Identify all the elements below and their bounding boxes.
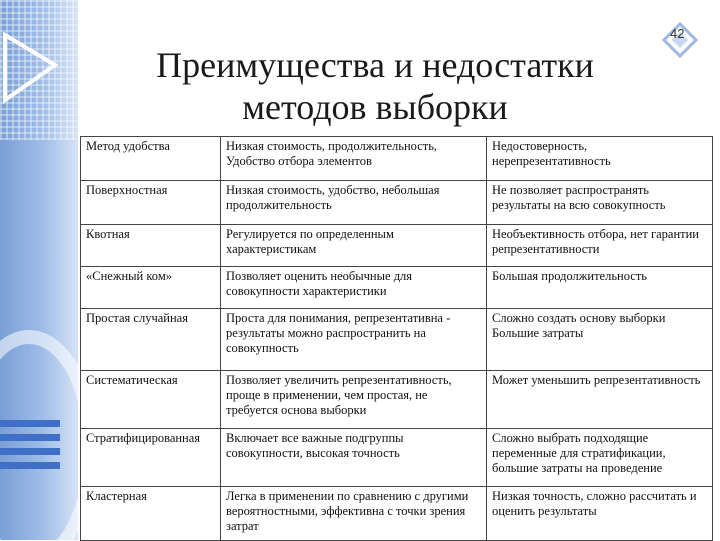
disadvantages-cell: Низкая точность, сложно рассчитать и оценить результаты [487, 487, 713, 541]
methods-table [80, 136, 713, 541]
disadvantages-cell: Может уменьшить репрезентативность [487, 371, 713, 429]
advantages-cell: Низкая стоимость, продолжительность, Удобство отбора элементов [221, 137, 487, 181]
triangle-icon [0, 20, 60, 110]
slide-title-line: Преимущества и недостатки [156, 45, 594, 85]
page-number: 42 [670, 26, 685, 41]
advantages-cell: Позволяет оценить необычные для совокупности характеристики [221, 267, 487, 309]
disadvantages-cell: Недостоверность, нерепрезентативность [487, 137, 713, 181]
left-decorative-band [0, 0, 78, 540]
advantages-cell: Включает все важные подгруппы совокупности, высокая точность [221, 429, 487, 487]
table-row [81, 429, 713, 487]
disadvantages-cell: Сложно выбрать подходящие переменные для стратификации, большие затраты на проведение [487, 429, 713, 487]
method-cell: Поверхностная [81, 181, 221, 225]
method-cell: Стратифицированная [81, 429, 221, 487]
disadvantages-cell: Необъективность отбора, нет гарантии репрезентативности [487, 225, 713, 267]
advantages-cell: Легка в применении по сравнению с другими вероятностными, эффективна с точки зрения затрат [221, 487, 487, 541]
decorative-stripe [0, 462, 60, 469]
disadvantages-cell: Не позволяет распространять результаты на всю совокупность [487, 181, 713, 225]
table-row [81, 137, 713, 181]
table-row [81, 267, 713, 309]
slide-title [110, 44, 640, 128]
disadvantages-cell: Сложно создать основу выборки Большие затраты [487, 309, 713, 371]
method-cell: Кластерная [81, 487, 221, 541]
disadvantages-cell: Большая продолжительность [487, 267, 713, 309]
method-cell: Метод удобства [81, 137, 221, 181]
advantages-cell: Низкая стоимость, удобство, небольшая продолжительность [221, 181, 487, 225]
table-row [81, 225, 713, 267]
table-row [81, 371, 713, 429]
slide-title-line: методов выборки [242, 87, 508, 127]
table-row [81, 487, 713, 541]
table-row [81, 181, 713, 225]
table-row [81, 309, 713, 371]
method-cell: Простая случайная [81, 309, 221, 371]
decorative-stripe [0, 448, 60, 455]
advantages-cell: Проста для понимания, репрезентативна - результаты можно распространить на совокупность [221, 309, 487, 371]
method-cell: Квотная [81, 225, 221, 267]
advantages-cell: Позволяет увеличить репрезентативность, проще в применении, чем простая, не требуется основа выборки [221, 371, 487, 429]
decorative-stripe [0, 420, 60, 427]
decorative-stripe [0, 434, 60, 441]
method-cell: Систематическая [81, 371, 221, 429]
method-cell: «Снежный ком» [81, 267, 221, 309]
advantages-cell: Регулируется по определенным характеристикам [221, 225, 487, 267]
